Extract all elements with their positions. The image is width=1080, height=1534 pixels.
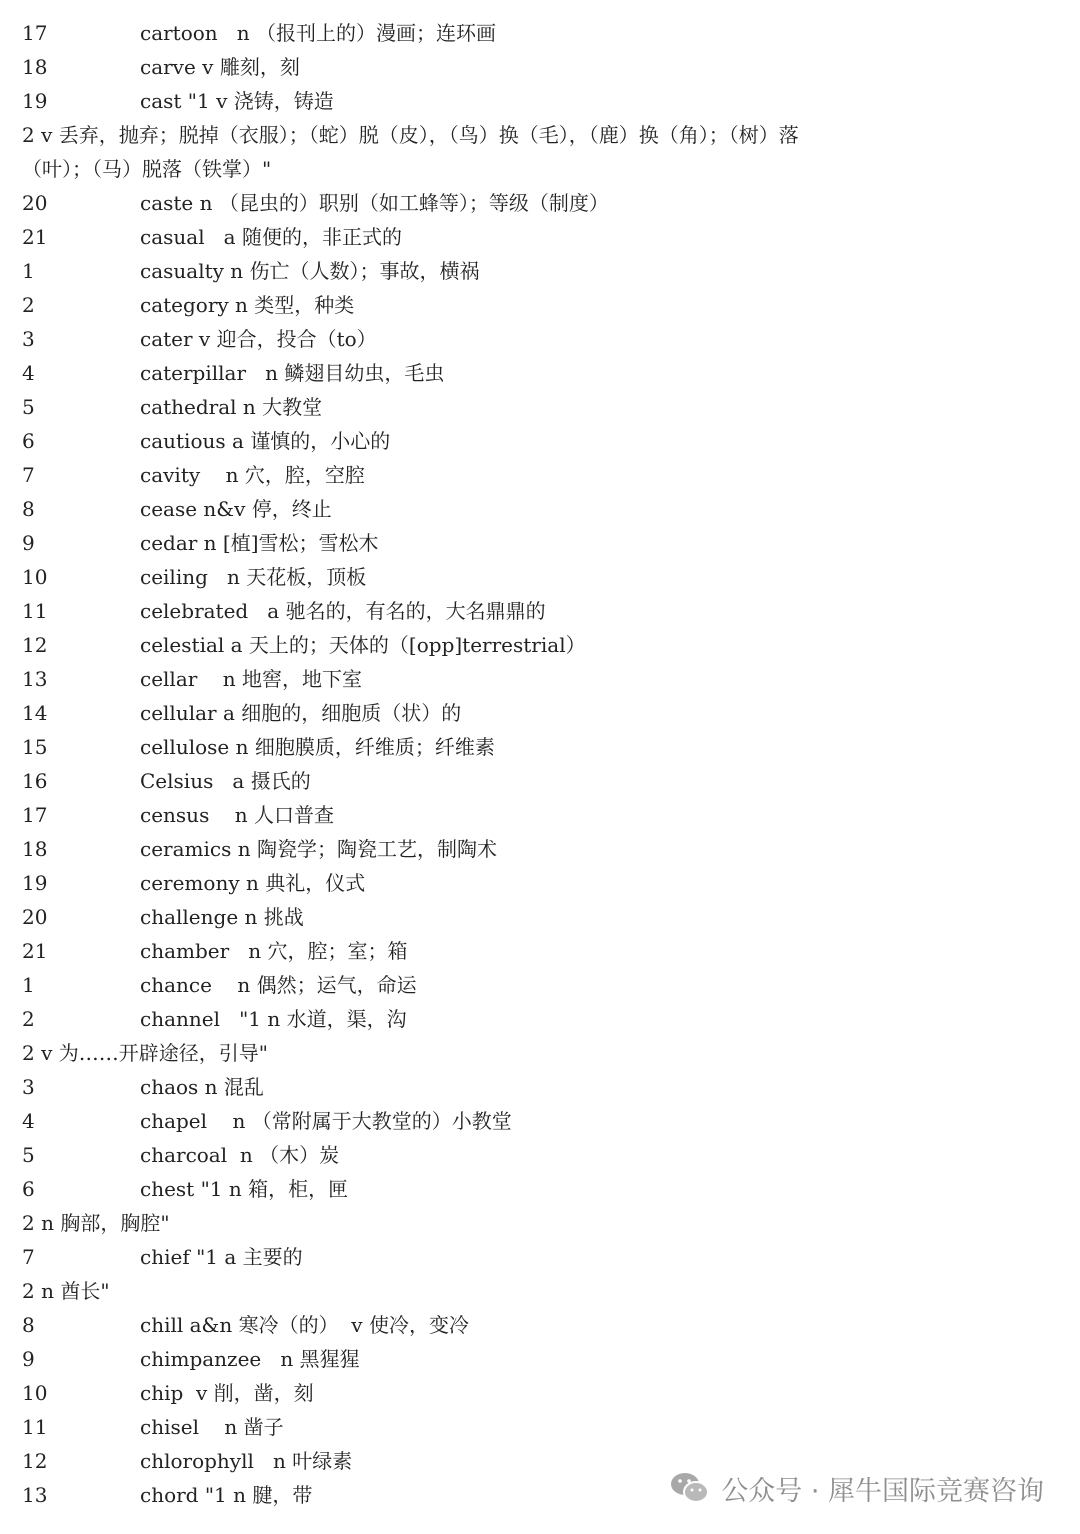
entry-text: cellar n 地窖，地下室 — [140, 667, 362, 691]
entry-text: cavity n 穴，腔，空腔 — [140, 463, 365, 487]
vocab-entry-row — [0, 84, 1080, 118]
entry-text: ceremony n 典礼，仪式 — [140, 871, 366, 895]
vocab-entry-row — [0, 832, 1080, 866]
entry-text: celestial a 天上的；天体的（[opp]terrestrial） — [140, 633, 586, 657]
continuation-text: （叶）；（马）脱落（铁掌）" — [22, 157, 272, 181]
vocab-entry-row — [0, 1376, 1080, 1410]
entry-text: chamber n 穴，腔；室；箱 — [140, 939, 408, 963]
entry-number: 8 — [22, 497, 35, 521]
entry-number: 19 — [22, 871, 48, 895]
vocab-entry-row — [0, 390, 1080, 424]
vocab-entry-row — [0, 356, 1080, 390]
entry-number: 10 — [22, 565, 48, 589]
entry-number: 14 — [22, 701, 48, 725]
entry-text: ceramics n 陶瓷学；陶瓷工艺，制陶术 — [140, 837, 497, 861]
entry-text: carve v 雕刻，刻 — [140, 55, 300, 79]
vocab-entry-row — [0, 1002, 1080, 1036]
vocab-entry-row — [0, 798, 1080, 832]
entry-text: celebrated a 驰名的，有名的，大名鼎鼎的 — [140, 599, 546, 623]
entry-text: chimpanzee n 黑猩猩 — [140, 1347, 360, 1371]
entry-number: 20 — [22, 191, 48, 215]
entry-number: 13 — [22, 667, 48, 691]
vocab-continuation-row — [0, 118, 1080, 152]
vocab-entry-row — [0, 764, 1080, 798]
entry-text: chaos n 混乱 — [140, 1075, 264, 1099]
entry-number: 7 — [22, 1245, 35, 1269]
vocab-continuation-row — [0, 1206, 1080, 1240]
continuation-text: 2 n 酋长" — [22, 1279, 110, 1303]
vocab-entry-row — [0, 1240, 1080, 1274]
vocab-entry-row — [0, 186, 1080, 220]
watermark — [669, 1468, 1044, 1508]
entry-text: chord "1 n 腱，带 — [140, 1483, 313, 1507]
entry-number: 17 — [22, 21, 48, 45]
entry-text: chip v 削，凿，刻 — [140, 1381, 314, 1405]
entry-number: 21 — [22, 939, 48, 963]
entry-text: chest "1 n 箱，柜，匣 — [140, 1177, 349, 1201]
entry-number: 13 — [22, 1483, 48, 1507]
entry-text: chief "1 a 主要的 — [140, 1245, 303, 1269]
entry-text: Celsius a 摄氏的 — [140, 769, 311, 793]
continuation-text: 2 v 为……开辟途径，引导" — [22, 1041, 268, 1065]
entry-number: 11 — [22, 599, 48, 623]
vocab-continuation-row — [0, 152, 1080, 186]
vocab-entry-row — [0, 560, 1080, 594]
entry-number: 6 — [22, 429, 35, 453]
entry-number: 17 — [22, 803, 48, 827]
entry-number: 12 — [22, 1449, 48, 1473]
vocab-entry-row — [0, 322, 1080, 356]
vocab-entry-row — [0, 900, 1080, 934]
vocab-entry-row — [0, 730, 1080, 764]
vocab-entry-row — [0, 50, 1080, 84]
entry-number: 6 — [22, 1177, 35, 1201]
entry-text: chance n 偶然；运气，命运 — [140, 973, 417, 997]
entry-number: 3 — [22, 1075, 35, 1099]
entry-text: cellulose n 细胞膜质，纤维质；纤维素 — [140, 735, 495, 759]
entry-number: 10 — [22, 1381, 48, 1405]
vocab-continuation-row — [0, 1274, 1080, 1308]
entry-text: challenge n 挑战 — [140, 905, 304, 929]
entry-number: 21 — [22, 225, 48, 249]
entry-text: caterpillar n 鳞翅目幼虫，毛虫 — [140, 361, 445, 385]
vocab-entry-row — [0, 1342, 1080, 1376]
entry-number: 1 — [22, 973, 35, 997]
entry-number: 11 — [22, 1415, 48, 1439]
continuation-text: 2 v 丢弃，抛弃；脱掉（衣服）；（蛇）脱（皮），（鸟）换（毛），（鹿）换（角）；（树）落 — [22, 123, 799, 147]
entry-number: 7 — [22, 463, 35, 487]
entry-text: casual a 随便的，非正式的 — [140, 225, 402, 249]
vocab-entry-row — [0, 16, 1080, 50]
entry-text: caste n （昆虫的）职别（如工蜂等）；等级（制度） — [140, 191, 609, 215]
vocabulary-list — [0, 16, 1080, 1512]
entry-number: 4 — [22, 361, 35, 385]
entry-text: cautious a 谨慎的，小心的 — [140, 429, 391, 453]
vocab-entry-row — [0, 220, 1080, 254]
entry-number: 9 — [22, 1347, 35, 1371]
entry-text: cartoon n （报刊上的）漫画；连环画 — [140, 21, 496, 45]
entry-number: 12 — [22, 633, 48, 657]
vocab-continuation-row — [0, 1036, 1080, 1070]
entry-number: 19 — [22, 89, 48, 113]
entry-text: cater v 迎合，投合（to） — [140, 327, 377, 351]
vocab-entry-row — [0, 1172, 1080, 1206]
entry-text: cellular a 细胞的，细胞质（状）的 — [140, 701, 462, 725]
entry-text: chisel n 凿子 — [140, 1415, 284, 1439]
entry-text: casualty n 伤亡（人数）；事故，横祸 — [140, 259, 480, 283]
vocab-entry-row — [0, 458, 1080, 492]
entry-number: 9 — [22, 531, 35, 555]
vocab-entry-row — [0, 526, 1080, 560]
vocab-entry-row — [0, 594, 1080, 628]
entry-number: 2 — [22, 293, 35, 317]
entry-text: census n 人口普查 — [140, 803, 334, 827]
vocab-entry-row — [0, 628, 1080, 662]
entry-number: 3 — [22, 327, 35, 351]
entry-text: channel "1 n 水道，渠，沟 — [140, 1007, 407, 1031]
vocab-entry-row — [0, 1308, 1080, 1342]
entry-text: chlorophyll n 叶绿素 — [140, 1449, 353, 1473]
vocab-entry-row — [0, 934, 1080, 968]
vocab-entry-row — [0, 866, 1080, 900]
vocab-entry-row — [0, 696, 1080, 730]
entry-text: cease n&v 停，终止 — [140, 497, 332, 521]
vocab-entry-row — [0, 424, 1080, 458]
vocab-entry-row — [0, 254, 1080, 288]
entry-text: cathedral n 大教堂 — [140, 395, 323, 419]
entry-number: 20 — [22, 905, 48, 929]
vocab-entry-row — [0, 1138, 1080, 1172]
entry-text: cedar n [植]雪松；雪松木 — [140, 531, 379, 555]
vocab-entry-row — [0, 1070, 1080, 1104]
entry-number: 1 — [22, 259, 35, 283]
entry-text: category n 类型，种类 — [140, 293, 355, 317]
entry-number: 8 — [22, 1313, 35, 1337]
entry-number: 4 — [22, 1109, 35, 1133]
entry-text: charcoal n （木）炭 — [140, 1143, 340, 1167]
vocab-entry-row — [0, 1410, 1080, 1444]
entry-text: chill a&n 寒冷（的） v 使冷，变冷 — [140, 1313, 469, 1337]
entry-text: ceiling n 天花板，顶板 — [140, 565, 367, 589]
watermark-text: 公众号 · 犀牛国际竞赛咨询 — [721, 1475, 1044, 1507]
wechat-icon — [669, 1471, 711, 1505]
entry-number: 2 — [22, 1007, 35, 1031]
entry-number: 18 — [22, 55, 48, 79]
entry-number: 15 — [22, 735, 48, 759]
vocab-entry-row — [0, 1104, 1080, 1138]
entry-text: chapel n （常附属于大教堂的）小教堂 — [140, 1109, 512, 1133]
vocab-entry-row — [0, 492, 1080, 526]
continuation-text: 2 n 胸部，胸腔" — [22, 1211, 170, 1235]
vocab-entry-row — [0, 288, 1080, 322]
entry-number: 18 — [22, 837, 48, 861]
vocab-entry-row — [0, 662, 1080, 696]
entry-number: 5 — [22, 1143, 35, 1167]
entry-number: 16 — [22, 769, 48, 793]
vocab-entry-row — [0, 968, 1080, 1002]
entry-text: cast "1 v 浇铸，铸造 — [140, 89, 334, 113]
entry-number: 5 — [22, 395, 35, 419]
